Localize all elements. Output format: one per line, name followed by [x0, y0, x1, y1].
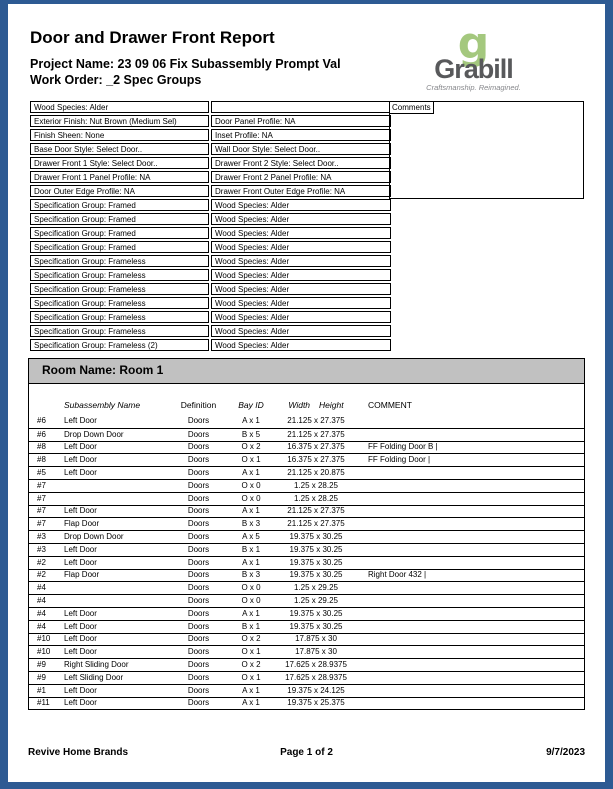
spec-group-row	[30, 283, 391, 295]
cell-subassembly-name: Left Sliding Door	[64, 672, 124, 682]
spec-group-cell-left: Specification Group: Frameless	[30, 325, 209, 337]
cell-bay-id: A x 1	[242, 698, 260, 708]
cell-item-number: #6	[37, 429, 46, 439]
cell-subassembly-name: Flap Door	[64, 519, 100, 529]
cell-width-height: 19.375 x 30.25	[289, 570, 343, 580]
spec-cell-left: Finish Sheen: None	[30, 129, 209, 141]
spec-group-cell-right: Wood Species: Alder	[211, 311, 391, 323]
cell-definition: Doors	[187, 660, 210, 670]
table-row	[29, 633, 584, 646]
cell-item-number: #9	[37, 660, 46, 670]
cell-subassembly-name: Drop Down Door	[64, 429, 124, 439]
project-name-line: Project Name: 23 09 06 Fix Subassembly Prompt Val	[30, 57, 341, 71]
spec-row	[30, 129, 391, 141]
footer-page-number: Page 1 of 2	[280, 747, 333, 758]
cell-item-number: #7	[37, 506, 46, 516]
cell-bay-id: O x 0	[241, 583, 261, 593]
cell-definition: Doors	[187, 429, 210, 439]
cell-bay-id: B x 3	[241, 519, 261, 529]
cell-width-height: 21.125 x 27.375	[287, 519, 345, 529]
cell-item-number: #8	[37, 455, 46, 465]
cell-bay-id: A x 1	[242, 416, 260, 426]
header-height: Height	[319, 400, 344, 410]
spec-group-cell-right: Wood Species: Alder	[211, 297, 391, 309]
table-row	[29, 556, 584, 569]
cell-width-height: 21.125 x 27.375	[287, 506, 345, 516]
spec-cell-left: Wood Species: Alder	[30, 101, 209, 113]
comments-box	[389, 101, 584, 199]
cell-definition: Doors	[187, 634, 210, 644]
spec-group-row	[30, 311, 391, 323]
table-row	[29, 620, 584, 633]
spec-rows	[30, 101, 391, 197]
table-row	[29, 517, 584, 530]
cell-item-number: #4	[37, 596, 46, 606]
table-row	[29, 530, 584, 543]
cell-width-height: 19.375 x 30.25	[289, 532, 343, 542]
cell-width-height: 19.375 x 30.25	[289, 621, 343, 631]
cell-subassembly-name: Left Door	[64, 468, 97, 478]
spec-group-row	[30, 241, 391, 253]
cell-definition: Doors	[187, 455, 210, 465]
spec-group-cell-right: Wood Species: Alder	[211, 283, 391, 295]
logo-wordmark: Grabill	[434, 54, 513, 84]
cell-item-number: #11	[37, 698, 50, 708]
spec-cell-left: Drawer Front 1 Style: Select Door..	[30, 157, 209, 169]
cell-bay-id: O x 0	[241, 596, 261, 606]
spec-group-cell-left: Specification Group: Framed	[30, 241, 209, 253]
cell-bay-id: B x 5	[241, 429, 261, 439]
spec-row	[30, 143, 391, 155]
spec-row	[30, 101, 391, 113]
room-name-bar: Room Name: Room 1	[29, 359, 584, 384]
table-row	[29, 466, 584, 479]
cell-bay-id: O x 2	[241, 634, 261, 644]
table-row	[29, 607, 584, 620]
spec-group-cell-right: Wood Species: Alder	[211, 227, 391, 239]
cell-item-number: #8	[37, 442, 46, 452]
cell-width-height: 17.875 x 30	[295, 634, 337, 644]
cell-item-number: #10	[37, 647, 51, 657]
header-width: Width	[288, 400, 311, 410]
cell-width-height: 21.125 x 27.375	[287, 429, 345, 439]
cell-subassembly-name: Left Door	[64, 608, 97, 618]
cell-bay-id: A x 5	[242, 532, 260, 542]
cell-bay-id: O x 1	[241, 455, 261, 465]
cell-width-height: 21.125 x 20.875	[287, 468, 345, 478]
cell-subassembly-name: Left Door	[64, 647, 97, 657]
grabill-g-icon: g	[457, 18, 490, 69]
cell-bay-id: B x 3	[241, 570, 261, 580]
cell-bay-id: O x 1	[241, 647, 261, 657]
table-row	[29, 415, 584, 428]
cell-item-number: #4	[37, 608, 46, 618]
spec-group-cell-left: Specification Group: Framed	[30, 213, 209, 225]
cell-subassembly-name: Left Door	[64, 698, 97, 708]
spec-group-row	[30, 339, 391, 351]
spec-row	[30, 115, 391, 127]
footer-company: Revive Home Brands	[28, 747, 129, 758]
cell-subassembly-name: Left Door	[64, 544, 97, 554]
cell-item-number: #6	[37, 416, 46, 426]
cell-definition: Doors	[187, 416, 210, 426]
header-bay-id: Bay ID	[238, 400, 264, 410]
cell-item-number: #7	[37, 493, 46, 503]
spec-table	[28, 99, 393, 353]
table-row	[29, 492, 584, 505]
spec-cell-left: Base Door Style: Select Door..	[30, 143, 209, 155]
cell-subassembly-name: Right Sliding Door	[64, 660, 129, 670]
cell-definition: Doors	[187, 519, 210, 529]
spec-cell-left: Door Outer Edge Profile: NA	[30, 185, 209, 197]
table-row	[29, 505, 584, 518]
cell-item-number: #1	[37, 685, 46, 695]
table-row	[29, 658, 584, 671]
cell-item-number: #10	[37, 634, 51, 644]
page-footer	[28, 747, 585, 758]
cell-definition: Doors	[187, 596, 210, 606]
cell-bay-id: B x 1	[241, 544, 261, 554]
spec-group-row	[30, 325, 391, 337]
cell-item-number: #3	[37, 544, 46, 554]
cell-width-height: 19.375 x 30.25	[289, 544, 343, 554]
spec-cell-right: Drawer Front 2 Panel Profile: NA	[211, 171, 391, 183]
subassembly-rows	[29, 415, 584, 709]
spec-cell-right: Inset Profile: NA	[211, 129, 391, 141]
cell-item-number: #4	[37, 583, 46, 593]
cell-definition: Doors	[187, 621, 210, 631]
cell-definition: Doors	[187, 506, 210, 516]
header-comment: COMMENT	[368, 400, 412, 410]
spec-group-cell-left: Specification Group: Frameless	[30, 311, 209, 323]
table-row	[29, 594, 584, 607]
page-title: Door and Drawer Front Report	[30, 28, 275, 47]
cell-width-height: 1.25 x 29.25	[293, 596, 339, 606]
table-row	[29, 441, 584, 454]
spec-cell-right: Drawer Front Outer Edge Profile: NA	[211, 185, 391, 197]
spec-group-row	[30, 199, 391, 211]
cell-width-height: 17.625 x 28.9375	[285, 672, 347, 682]
cell-comment: FF Folding Door B |	[368, 442, 438, 452]
cell-definition: Doors	[187, 468, 210, 478]
cell-item-number: #7	[37, 519, 46, 529]
cell-subassembly-name: Flap Door	[64, 570, 100, 580]
cell-bay-id: B x 1	[241, 621, 261, 631]
spec-row	[30, 171, 391, 183]
spec-group-row	[30, 227, 391, 239]
cell-definition: Doors	[187, 442, 210, 452]
cell-definition: Doors	[187, 493, 210, 503]
spec-group-cell-left: Specification Group: Framed	[30, 227, 209, 239]
cell-definition: Doors	[187, 557, 210, 567]
cell-width-height: 17.875 x 30	[295, 647, 337, 657]
cell-item-number: #2	[37, 557, 46, 567]
cell-width-height: 19.375 x 24.125	[287, 685, 345, 695]
cell-subassembly-name: Left Door	[64, 557, 97, 567]
cell-definition: Doors	[187, 570, 210, 580]
table-row	[29, 479, 584, 492]
cell-bay-id: O x 0	[241, 480, 261, 490]
spec-group-rows	[30, 199, 391, 351]
cell-bay-id: O x 2	[241, 660, 261, 670]
spec-group-cell-left: Specification Group: Framed	[30, 199, 209, 211]
cell-width-height: 19.375 x 30.25	[289, 608, 343, 618]
cell-width-height: 1.25 x 28.25	[293, 493, 339, 503]
cell-item-number: #2	[37, 570, 46, 580]
spec-group-cell-left: Specification Group: Frameless	[30, 269, 209, 281]
cell-width-height: 1.25 x 29.25	[293, 583, 339, 593]
spec-group-cell-right: Wood Species: Alder	[211, 241, 391, 253]
header-subassembly-name: Subassembly Name	[64, 400, 141, 410]
cell-definition: Doors	[187, 685, 210, 695]
cell-definition: Doors	[187, 532, 210, 542]
cell-subassembly-name: Left Door	[64, 442, 97, 452]
cell-bay-id: O x 2	[241, 442, 261, 452]
table-row	[29, 581, 584, 594]
room-section	[28, 358, 585, 710]
cell-subassembly-name: Left Door	[64, 634, 97, 644]
cell-width-height: 16.375 x 27.375	[287, 442, 345, 452]
cell-subassembly-name: Left Door	[64, 455, 97, 465]
cell-subassembly-name: Drop Down Door	[64, 532, 124, 542]
spec-group-row	[30, 213, 391, 225]
cell-bay-id: O x 0	[241, 493, 261, 503]
table-row	[29, 428, 584, 441]
column-header-row	[29, 384, 584, 415]
table-row	[29, 645, 584, 658]
spec-group-cell-right: Wood Species: Alder	[211, 255, 391, 267]
cell-item-number: #5	[37, 468, 46, 478]
cell-bay-id: A x 1	[242, 506, 260, 516]
cell-definition: Doors	[187, 583, 210, 593]
spec-group-cell-left: Specification Group: Frameless	[30, 297, 209, 309]
spec-group-cell-right: Wood Species: Alder	[211, 213, 391, 225]
cell-width-height: 19.375 x 30.25	[289, 557, 343, 567]
cell-width-height: 19.375 x 25.375	[287, 698, 345, 708]
spec-row	[30, 185, 391, 197]
spec-group-cell-left: Specification Group: Frameless	[30, 283, 209, 295]
spec-group-row	[30, 297, 391, 309]
spec-cell-left: Drawer Front 1 Panel Profile: NA	[30, 171, 209, 183]
cell-subassembly-name: Left Door	[64, 416, 97, 426]
cell-item-number: #4	[37, 621, 46, 631]
table-row	[29, 453, 584, 466]
spec-group-cell-right: Wood Species: Alder	[211, 325, 391, 337]
spec-group-cell-right: Wood Species: Alder	[211, 339, 391, 351]
cell-item-number: #3	[37, 532, 46, 542]
work-order-line: Work Order: _2 Spec Groups	[30, 73, 202, 87]
cell-width-height: 17.625 x 28.9375	[285, 660, 347, 670]
cell-subassembly-name: Left Door	[64, 685, 97, 695]
cell-definition: Doors	[187, 698, 210, 708]
cell-bay-id: A x 1	[242, 468, 260, 478]
spec-group-cell-right: Wood Species: Alder	[211, 269, 391, 281]
cell-bay-id: O x 1	[241, 672, 261, 682]
cell-bay-id: A x 1	[242, 608, 260, 618]
spec-cell-right	[211, 101, 391, 113]
table-row	[29, 543, 584, 556]
cell-width-height: 1.25 x 28.25	[293, 480, 339, 490]
grabill-logo	[416, 18, 531, 92]
header-width-height	[276, 400, 356, 410]
cell-bay-id: A x 1	[242, 557, 260, 567]
cell-item-number: #7	[37, 480, 46, 490]
cell-definition: Doors	[187, 480, 210, 490]
cell-width-height: 16.375 x 27.375	[287, 455, 345, 465]
cell-definition: Doors	[187, 647, 210, 657]
spec-row	[30, 157, 391, 169]
spec-group-cell-right: Wood Species: Alder	[211, 199, 391, 211]
cell-comment: Right Door 432 |	[368, 570, 427, 580]
cell-definition: Doors	[187, 672, 210, 682]
cell-item-number: #9	[37, 672, 46, 682]
comments-label: Comments	[389, 101, 434, 114]
table-row	[29, 684, 584, 697]
table-row	[29, 569, 584, 582]
table-row	[29, 697, 584, 710]
logo-tagline: Craftsmanship. Reimagined.	[426, 83, 521, 92]
table-row	[29, 671, 584, 684]
cell-width-height: 21.125 x 27.375	[287, 416, 345, 426]
spec-cell-right: Wall Door Style: Select Door..	[211, 143, 391, 155]
spec-group-cell-left: Specification Group: Frameless	[30, 255, 209, 267]
cell-comment: FF Folding Door |	[368, 455, 431, 465]
cell-subassembly-name: Left Door	[64, 621, 97, 631]
footer-date: 9/7/2023	[546, 747, 586, 758]
spec-cell-right: Drawer Front 2 Style: Select Door..	[211, 157, 391, 169]
header-definition: Definition	[180, 400, 217, 410]
cell-bay-id: A x 1	[242, 685, 260, 695]
spec-group-cell-left: Specification Group: Frameless (2)	[30, 339, 209, 351]
specification-summary	[28, 99, 586, 359]
cell-definition: Doors	[187, 608, 210, 618]
spec-cell-left: Exterior Finish: Nut Brown (Medium Sel)	[30, 115, 209, 127]
spec-group-row	[30, 255, 391, 267]
cell-definition: Doors	[187, 544, 210, 554]
cell-subassembly-name: Left Door	[64, 506, 97, 516]
spec-group-row	[30, 269, 391, 281]
spec-cell-right: Door Panel Profile: NA	[211, 115, 391, 127]
